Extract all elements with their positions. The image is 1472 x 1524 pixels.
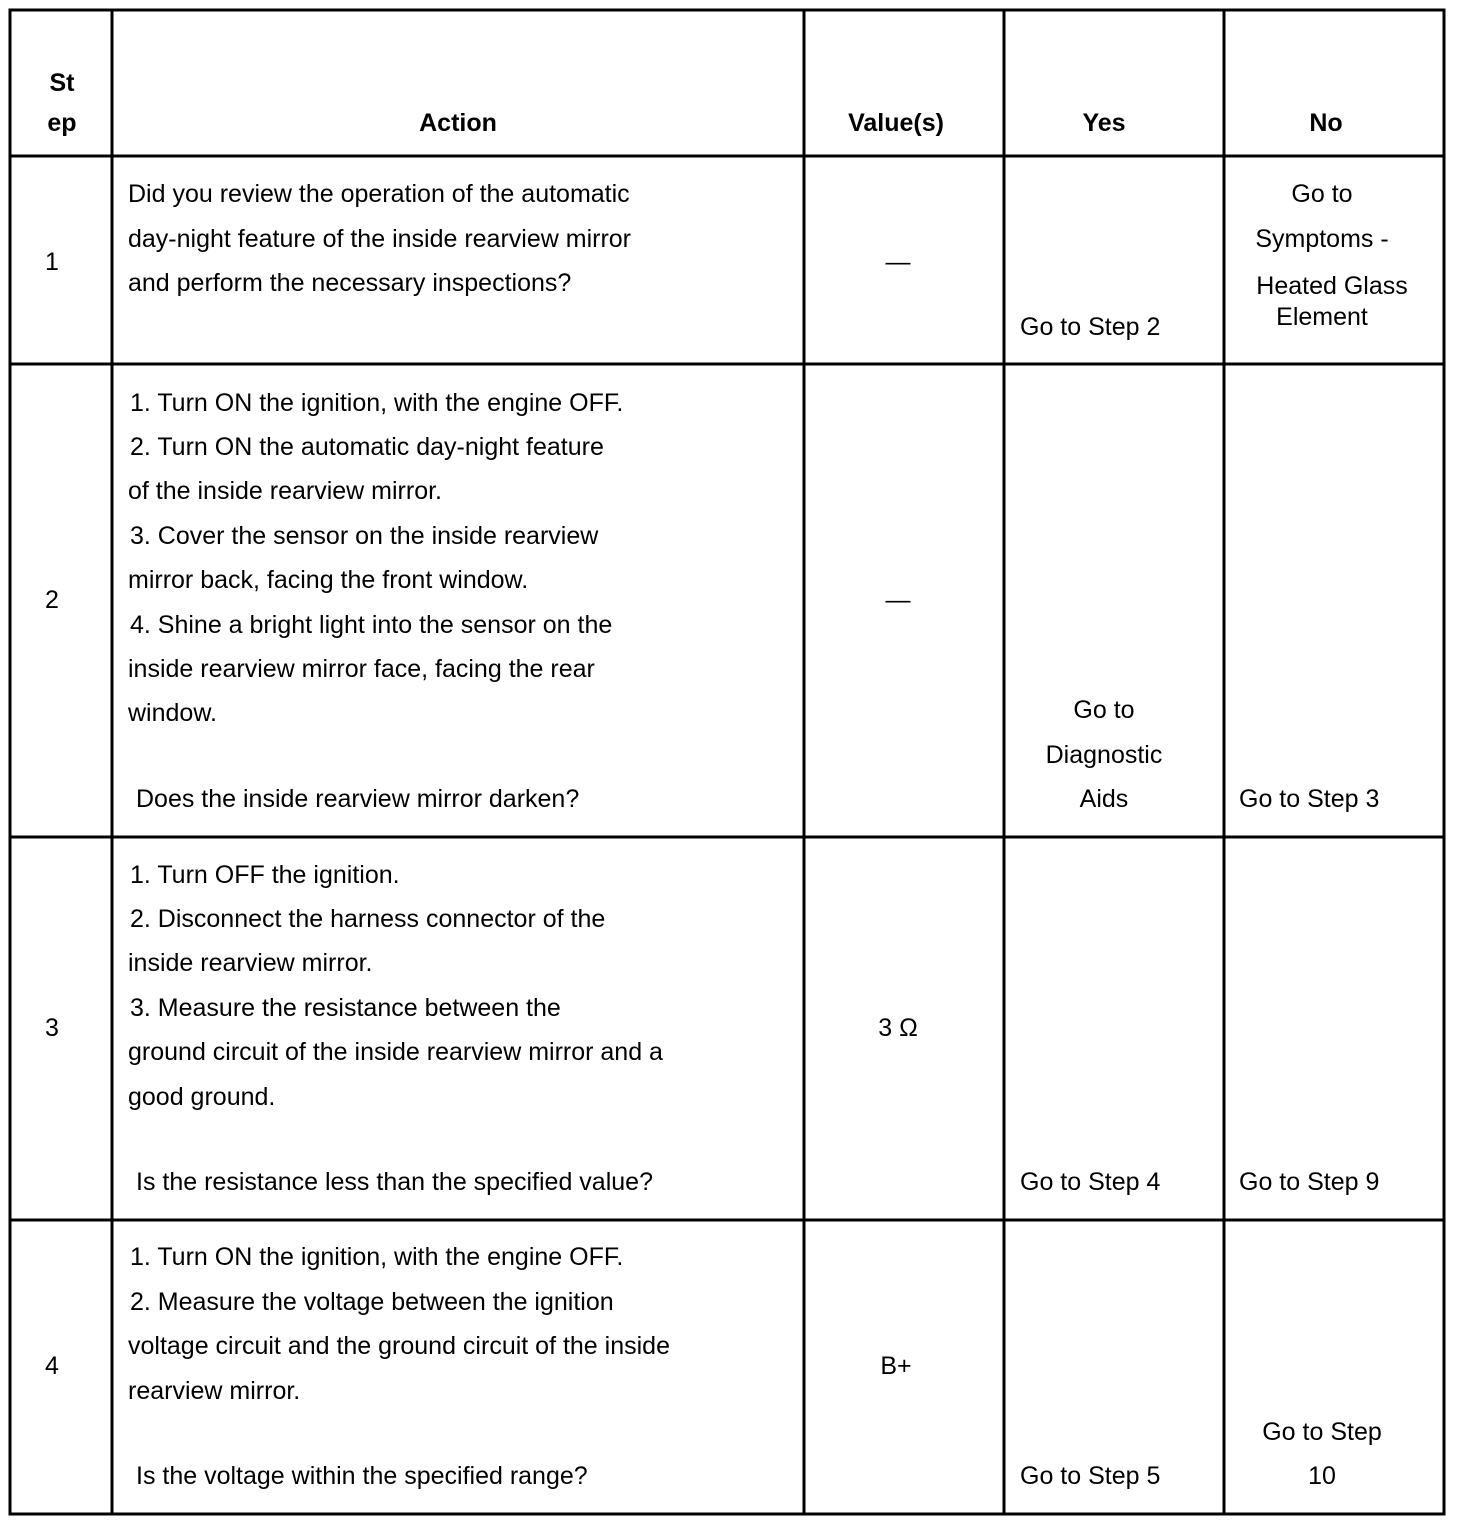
action-line: 1. Turn ON the ignition, with the engine OFF.	[130, 389, 624, 417]
step-number: 1	[45, 248, 59, 276]
action-line: mirror back, facing the front window.	[128, 566, 529, 594]
header-values: Value(s)	[848, 109, 944, 137]
action-line: Did you review the operation of the automatic	[128, 180, 630, 208]
action-question: Is the voltage within the specified range?	[136, 1462, 588, 1490]
action-line: good ground.	[128, 1083, 276, 1111]
header-action: Action	[419, 109, 497, 137]
yes-line: Go to Step 5	[1020, 1462, 1161, 1490]
action-line: 1. Turn ON the ignition, with the engine OFF.	[130, 1243, 624, 1271]
action-line: and perform the necessary inspections?	[128, 269, 572, 297]
yes-line: Go to Step 4	[1020, 1168, 1161, 1196]
header-yes: Yes	[1082, 109, 1126, 137]
no-line: Symptoms -	[1255, 225, 1389, 253]
action-line: ground circuit of the inside rearview mirror and a	[128, 1038, 663, 1066]
action-line: rearview mirror.	[128, 1377, 301, 1405]
action-line: window.	[128, 699, 217, 727]
action-line: inside rearview mirror face, facing the rear	[128, 655, 595, 683]
value-cell: 3 Ω	[878, 1014, 918, 1042]
no-line: Element	[1276, 303, 1368, 331]
value-cell: B+	[880, 1352, 912, 1380]
yes-line: Go to Step 2	[1020, 313, 1161, 341]
step-number: 3	[45, 1014, 59, 1042]
action-line: of the inside rearview mirror.	[128, 477, 443, 505]
action-line: 2. Turn ON the automatic day-night feature	[130, 433, 604, 461]
step-number: 2	[45, 586, 59, 614]
no-line: Go to Step 3	[1239, 785, 1380, 813]
action-line: 1. Turn OFF the ignition.	[130, 861, 400, 889]
no-line: Go to Step	[1262, 1418, 1382, 1446]
action-line: 2. Disconnect the harness connector of the	[130, 905, 606, 933]
step-number: 4	[45, 1352, 59, 1380]
no-line: Go to	[1291, 180, 1353, 208]
action-line: 4. Shine a bright light into the sensor on the	[130, 611, 613, 639]
yes-line: Aids	[1079, 785, 1129, 813]
no-line: Go to Step 9	[1239, 1168, 1380, 1196]
action-line: voltage circuit and the ground circuit of the inside	[128, 1332, 670, 1360]
action-line: 3. Measure the resistance between the	[130, 994, 561, 1022]
value-cell: —	[885, 248, 911, 276]
no-line: Heated Glass	[1256, 272, 1408, 300]
header-step-line1: St	[49, 69, 75, 97]
no-line: 10	[1308, 1462, 1336, 1490]
yes-line: Go to	[1073, 696, 1135, 724]
header-no: No	[1309, 109, 1343, 137]
value-cell: —	[885, 586, 911, 614]
action-line: 2. Measure the voltage between the ignition	[130, 1288, 614, 1316]
action-question: Is the resistance less than the specified value?	[136, 1168, 653, 1196]
action-question: Does the inside rearview mirror darken?	[136, 785, 580, 813]
action-line: inside rearview mirror.	[128, 949, 373, 977]
header-step-line2: ep	[47, 109, 77, 137]
action-line: 3. Cover the sensor on the inside rearview	[130, 522, 599, 550]
action-line: day-night feature of the inside rearview mirror	[128, 225, 632, 253]
yes-line: Diagnostic	[1045, 741, 1163, 769]
